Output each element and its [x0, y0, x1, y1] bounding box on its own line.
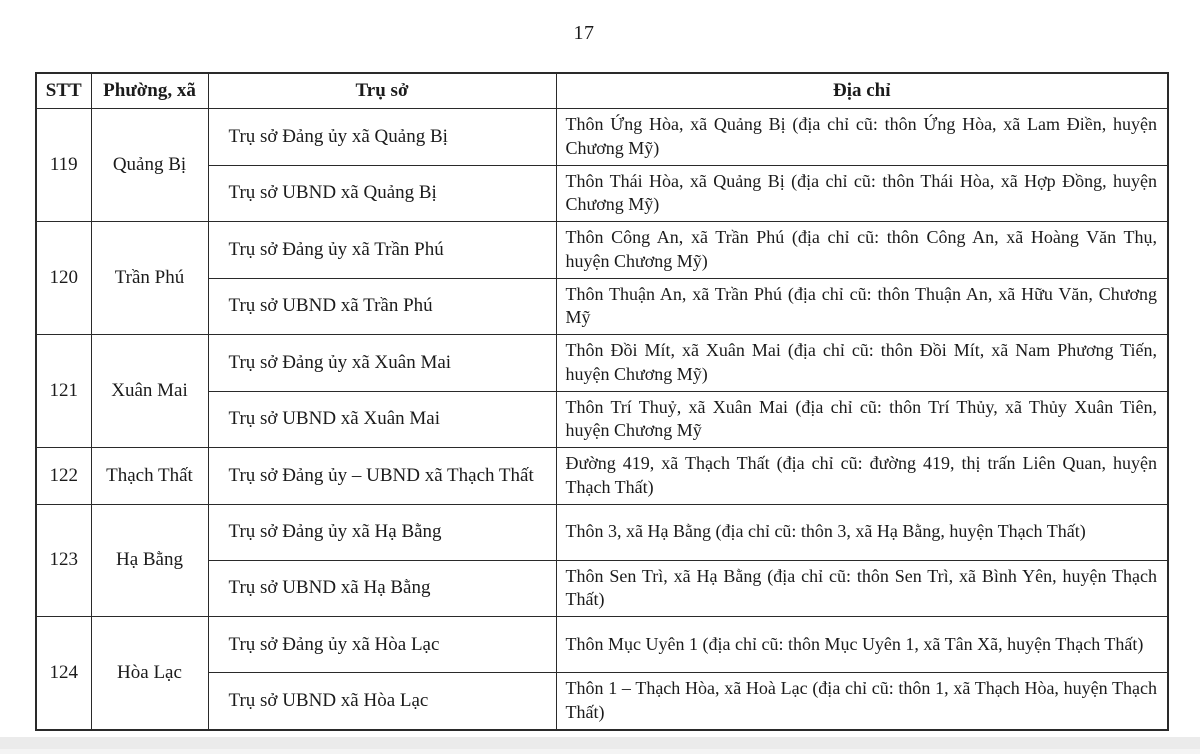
table-row — [36, 222, 1168, 279]
office-cell: Trụ sở UBND xã Xuân Mai — [208, 391, 556, 448]
address-cell: Thôn 1 – Thạch Hòa, xã Hoà Lạc (địa chỉ cũ: thôn 1, xã Thạch Hòa, huyện Thạch Thất) — [556, 673, 1168, 730]
ward-cell: Xuân Mai — [91, 335, 208, 448]
office-cell: Trụ sở Đảng ủy xã Quảng Bị — [208, 109, 556, 166]
office-cell: Trụ sở Đảng ủy – UBND xã Thạch Thất — [208, 448, 556, 505]
address-cell: Thôn Mục Uyên 1 (địa chỉ cũ: thôn Mục Uyên 1, xã Tân Xã, huyện Thạch Thất) — [556, 617, 1168, 673]
address-cell: Đường 419, xã Thạch Thất (địa chỉ cũ: đường 419, thị trấn Liên Quan, huyện Thạch Thất) — [556, 448, 1168, 505]
ward-office-address-table — [35, 72, 1169, 731]
ward-cell: Hòa Lạc — [91, 617, 208, 730]
stt-cell: 120 — [36, 222, 91, 335]
table-header-row — [36, 73, 1168, 109]
address-cell: Thôn 3, xã Hạ Bằng (địa chỉ cũ: thôn 3, xã Hạ Bằng, huyện Thạch Thất) — [556, 504, 1168, 560]
office-cell: Trụ sở Đảng ủy xã Hạ Bằng — [208, 504, 556, 560]
table-row — [36, 504, 1168, 560]
header-address: Địa chỉ — [556, 73, 1168, 109]
office-cell: Trụ sở UBND xã Quảng Bị — [208, 165, 556, 222]
table-row — [36, 109, 1168, 166]
header-ward: Phường, xã — [91, 73, 208, 109]
ward-cell: Quảng Bị — [91, 109, 208, 222]
ward-cell: Trần Phú — [91, 222, 208, 335]
page-separator — [0, 737, 1200, 749]
office-cell: Trụ sở UBND xã Hòa Lạc — [208, 673, 556, 730]
office-cell: Trụ sở Đảng ủy xã Xuân Mai — [208, 335, 556, 392]
table-row — [36, 448, 1168, 505]
ward-cell: Thạch Thất — [91, 448, 208, 505]
header-office: Trụ sở — [208, 73, 556, 109]
page-number: 17 — [573, 22, 595, 44]
address-cell: Thôn Thuận An, xã Trần Phú (địa chỉ cũ: thôn Thuận An, xã Hữu Văn, Chương Mỹ — [556, 278, 1168, 335]
stt-cell: 123 — [36, 504, 91, 617]
table-row — [36, 335, 1168, 392]
office-cell: Trụ sở UBND xã Trần Phú — [208, 278, 556, 335]
stt-cell: 122 — [36, 448, 91, 505]
office-cell: Trụ sở Đảng ủy xã Hòa Lạc — [208, 617, 556, 673]
page-separator-light — [0, 749, 1200, 754]
address-cell: Thôn Sen Trì, xã Hạ Bằng (địa chỉ cũ: thôn Sen Trì, xã Bình Yên, huyện Thạch Thất) — [556, 560, 1168, 617]
address-cell: Thôn Thái Hòa, xã Quảng Bị (địa chỉ cũ: thôn Thái Hòa, xã Hợp Đồng, huyện Chương Mỹ) — [556, 165, 1168, 222]
ward-cell: Hạ Bằng — [91, 504, 208, 617]
address-cell: Thôn Trí Thuỷ, xã Xuân Mai (địa chỉ cũ: thôn Trí Thủy, xã Thủy Xuân Tiên, huyện Chương Mỹ — [556, 391, 1168, 448]
address-cell: Thôn Đồi Mít, xã Xuân Mai (địa chỉ cũ: thôn Đồi Mít, xã Nam Phương Tiến, huyện Chương Mỹ) — [556, 335, 1168, 392]
table-row — [36, 617, 1168, 673]
office-cell: Trụ sở UBND xã Hạ Bằng — [208, 560, 556, 617]
stt-cell: 119 — [36, 109, 91, 222]
office-cell: Trụ sở Đảng ủy xã Trần Phú — [208, 222, 556, 279]
address-cell: Thôn Ứng Hòa, xã Quảng Bị (địa chỉ cũ: thôn Ứng Hòa, xã Lam Điền, huyện Chương Mỹ) — [556, 109, 1168, 166]
address-cell: Thôn Công An, xã Trần Phú (địa chỉ cũ: thôn Công An, xã Hoàng Văn Thụ, huyện Chương Mỹ) — [556, 222, 1168, 279]
header-stt: STT — [36, 73, 91, 109]
stt-cell: 121 — [36, 335, 91, 448]
stt-cell: 124 — [36, 617, 91, 730]
